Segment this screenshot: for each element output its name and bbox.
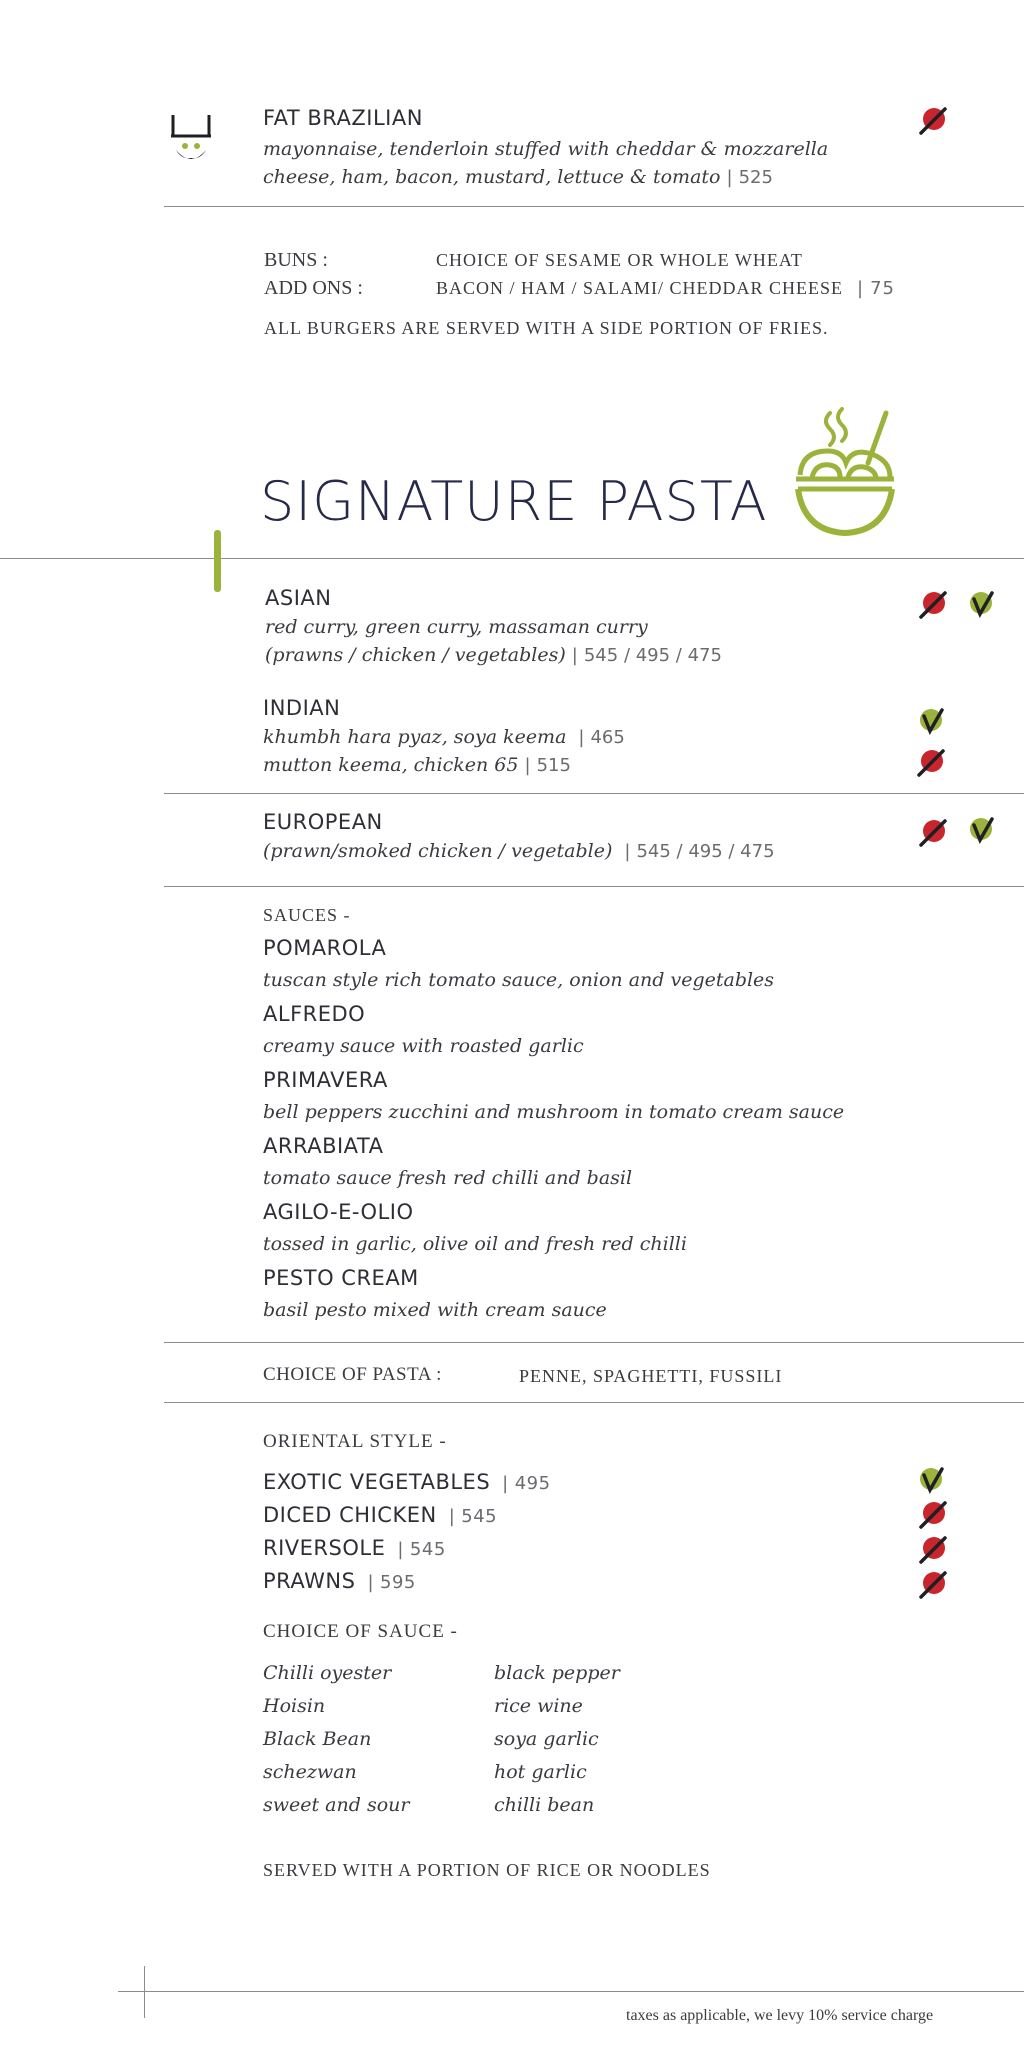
- oriental-item: [263, 1536, 446, 1560]
- sauce-option: sweet and sour: [263, 1794, 410, 1816]
- sauce-name: POMAROLA: [263, 936, 387, 960]
- oriental-item: [263, 1503, 497, 1527]
- sauce-desc: basil pesto mixed with cream sauce: [263, 1299, 607, 1321]
- sauce-option: black pepper: [494, 1662, 620, 1684]
- nonveg-marker-icon: [918, 1535, 948, 1565]
- burger-chef-icon: [170, 112, 212, 170]
- nonveg-marker-icon: [918, 1570, 948, 1600]
- sauce-option: hot garlic: [494, 1761, 587, 1783]
- item-name: RIVERSOLE: [263, 1536, 386, 1560]
- oriental-item: [263, 1470, 551, 1494]
- pasta-choice-label: CHOICE OF PASTA :: [263, 1364, 442, 1385]
- pasta-bowl-icon: [790, 405, 900, 540]
- item-desc-indian-2: [263, 754, 571, 776]
- item-price: | 465: [578, 727, 624, 748]
- section-title: SIGNATURE PASTA: [260, 470, 768, 533]
- sauce-desc: tuscan style rich tomato sauce, onion and vegetables: [263, 969, 775, 991]
- veg-marker-icon: [916, 1466, 946, 1496]
- veg-marker-icon: [966, 590, 996, 620]
- sauce-option: Black Bean: [263, 1728, 372, 1750]
- oriental-label: ORIENTAL STYLE -: [263, 1431, 447, 1452]
- item-desc-text: (prawns / chicken / vegetables): [265, 644, 566, 666]
- item-price: | 545: [397, 1539, 445, 1560]
- item-name: DICED CHICKEN: [263, 1503, 437, 1527]
- item-name-european: EUROPEAN: [263, 810, 383, 834]
- oriental-item: [263, 1569, 416, 1593]
- item-price: | 595: [367, 1572, 415, 1593]
- sauces-label: SAUCES -: [263, 905, 351, 925]
- item-desc-asian-line2: [265, 644, 722, 666]
- footer-note: taxes as applicable, we levy 10% service charge: [626, 2007, 934, 2024]
- sauce-option: soya garlic: [494, 1728, 599, 1750]
- sauce-name: AGILO-E-OLIO: [263, 1200, 414, 1224]
- veg-marker-icon: [966, 816, 996, 846]
- item-name: PRAWNS: [263, 1569, 356, 1593]
- fries-note: ALL BURGERS ARE SERVED WITH A SIDE PORTION OF FRIES.: [264, 318, 829, 338]
- sauce-desc: tomato sauce fresh red chilli and basil: [263, 1167, 633, 1189]
- veg-marker-icon: [916, 707, 946, 737]
- sauce-option: rice wine: [494, 1695, 583, 1717]
- divider: [164, 793, 1024, 794]
- buns-label: BUNS :: [264, 249, 328, 271]
- accent-bar: [214, 530, 221, 592]
- item-desc-asian-line1: red curry, green curry, massaman curry: [265, 616, 648, 638]
- item-price: | 545: [449, 1506, 497, 1527]
- item-desc-fat-brazilian-line1: mayonnaise, tenderloin stuffed with cheddar & mozzarella: [263, 138, 829, 160]
- sauce-name: ALFREDO: [263, 1002, 366, 1026]
- sauce-name: ARRABIATA: [263, 1134, 384, 1158]
- sauce-desc: bell peppers zucchini and mushroom in tomato cream sauce: [263, 1101, 845, 1123]
- addons-value: [436, 278, 895, 299]
- nonveg-marker-icon: [918, 106, 948, 136]
- item-price: | 545 / 495 / 475: [572, 645, 722, 666]
- sauce-name: PRIMAVERA: [263, 1068, 388, 1092]
- item-desc-fat-brazilian-line2: [263, 166, 773, 188]
- item-price: | 525: [726, 167, 772, 188]
- crop-mark-horizontal: [118, 1991, 1024, 1992]
- nonveg-marker-icon: [918, 590, 948, 620]
- divider: [164, 886, 1024, 887]
- addons-price: | 75: [857, 278, 895, 299]
- served-note: SERVED WITH A PORTION OF RICE OR NOODLES: [263, 1860, 711, 1880]
- pasta-choice-value: PENNE, SPAGHETTI, FUSSILI: [519, 1366, 783, 1386]
- sauce-name: PESTO CREAM: [263, 1266, 419, 1290]
- nonveg-marker-icon: [918, 1500, 948, 1530]
- sauce-option: Hoisin: [263, 1695, 326, 1717]
- item-desc-text: mutton keema, chicken 65: [263, 754, 519, 776]
- nonveg-marker-icon: [918, 818, 948, 848]
- item-price: | 515: [524, 755, 570, 776]
- sauce-desc: creamy sauce with roasted garlic: [263, 1035, 584, 1057]
- divider: [164, 1402, 1024, 1403]
- item-desc-indian-1: [263, 726, 625, 748]
- item-name-asian: ASIAN: [265, 586, 332, 610]
- item-name-indian: INDIAN: [263, 696, 341, 720]
- divider: [164, 206, 1024, 207]
- section-divider: [0, 558, 1024, 559]
- item-name: EXOTIC VEGETABLES: [263, 1470, 491, 1494]
- addons-text: BACON / HAM / SALAMI/ CHEDDAR CHEESE: [436, 278, 844, 298]
- item-desc-text: khumbh hara pyaz, soya keema: [263, 726, 567, 748]
- sauce-option: Chilli oyester: [263, 1662, 392, 1684]
- sauce-desc: tossed in garlic, olive oil and fresh red chilli: [263, 1233, 687, 1255]
- item-price: | 495: [502, 1473, 550, 1494]
- sauce-option: schezwan: [263, 1761, 357, 1783]
- sauce-option: chilli bean: [494, 1794, 595, 1816]
- nonveg-marker-icon: [916, 748, 946, 778]
- item-name-fat-brazilian: FAT BRAZILIAN: [263, 106, 423, 130]
- item-desc-european: [263, 840, 775, 862]
- sauce-choice-label: CHOICE OF SAUCE -: [263, 1621, 458, 1642]
- addons-label: ADD ONS :: [264, 277, 363, 299]
- buns-value: CHOICE OF SESAME OR WHOLE WHEAT: [436, 250, 803, 270]
- item-desc-text: cheese, ham, bacon, mustard, lettuce & tomato: [263, 166, 721, 188]
- divider: [164, 1342, 1024, 1343]
- item-desc-text: (prawn/smoked chicken / vegetable): [263, 840, 613, 862]
- crop-mark-vertical: [144, 1966, 145, 2018]
- item-price: | 545 / 495 / 475: [624, 841, 774, 862]
